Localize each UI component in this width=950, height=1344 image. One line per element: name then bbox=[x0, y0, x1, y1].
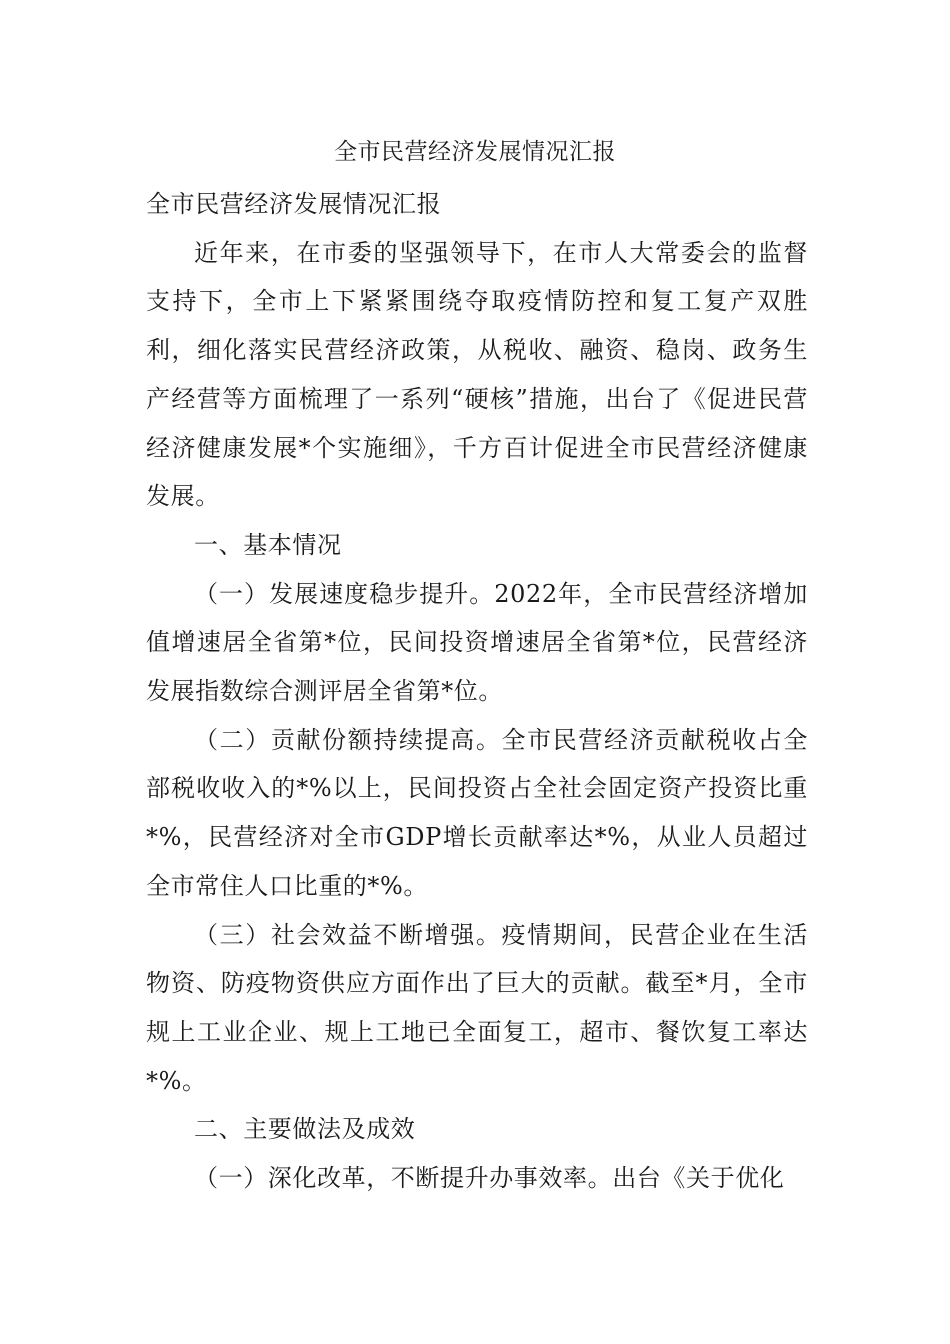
section-heading-main-practices: 二、主要做法及成效 bbox=[194, 1115, 416, 1144]
document-subtitle: 全市民营经济发展情况汇报 bbox=[146, 190, 442, 218]
paragraph-social-benefit: （三）社会效益不断增强。疫情期间，民营企业在生活物资、防疫物资供应方面作出了巨大的贡献。截至*月，全市规上工业企业、规上工地已全面复工，超市、餐饮复工率达*%。 bbox=[146, 920, 808, 1095]
paragraph-contribution-share: （二）贡献份额持续提高。全市民营经济贡献税收占全部税收收入的*%以上，民间投资占全社会固定资产投资比重*%，民营经济对全市GDP增长贡献率达*%，从业人员超过全市常住人口比重的*%。 bbox=[146, 725, 808, 900]
section-heading-basic-situation: 一、基本情况 bbox=[194, 530, 342, 559]
document-title: 全市民营经济发展情况汇报 bbox=[334, 139, 616, 165]
paragraph-deepen-reform: （一）深化改革，不断提升办事效率。出台《关于优化 bbox=[194, 1164, 785, 1193]
paragraph-development-speed: （一）发展速度稳步提升。2022年，全市民营经济增加值增速居全省第*位，民间投资增速居全省第*位，民营经济发展指数综合测评居全省第*位。 bbox=[146, 579, 808, 706]
intro-paragraph: 近年来，在市委的坚强领导下，在市人大常委会的监督支持下，全市上下紧紧围绕夺取疫情防控和复工复产双胜利，细化落实民营经济政策，从税收、融资、稳岗、政务生产经营等方面梳理了一系列“硬核”措施，出台了《促进民营经济健康发展*个实施细》，千方百计促进全市民营经济健康发展。 bbox=[146, 238, 808, 511]
document-body bbox=[146, 180, 808, 1203]
